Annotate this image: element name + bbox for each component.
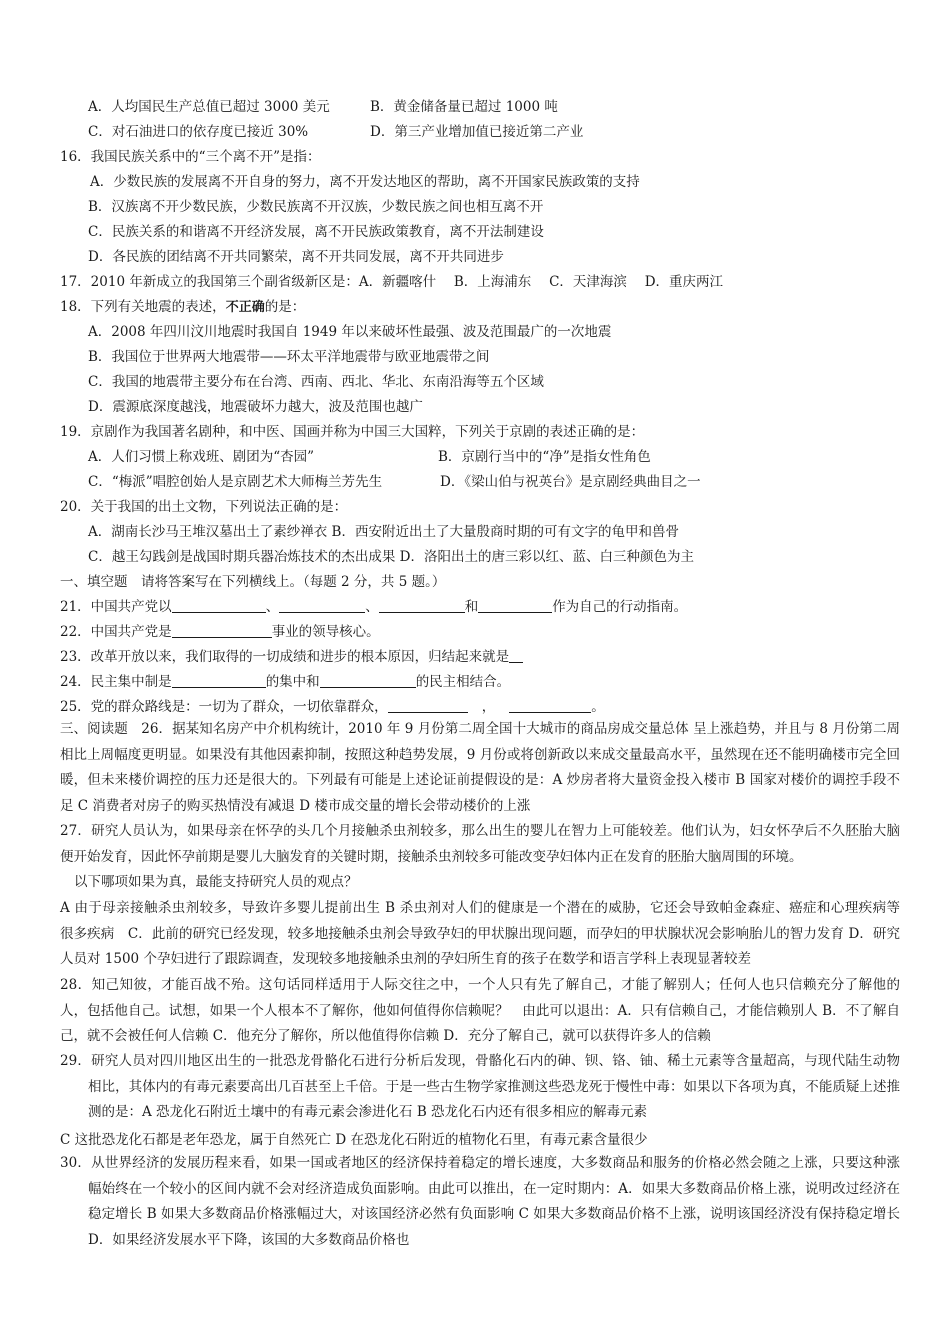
q15-option-b: B．黄金储备量已超过 1000 吨 [370,99,558,115]
q19-option-b: B．京剧行当中的“净”是指女性角色 [438,449,651,465]
q19-option-a: A．人们习惯上称戏班、剧团为“杏园” [88,449,315,465]
q16-option-a: A．少数民族的发展离不开自身的努力，离不开发达地区的帮助，离不开国家民族政策的支持 [90,174,640,190]
q24-text-mid: 的集中和 [265,674,320,690]
q16-stem: 16．我国民族关系中的“三个离不开”是指： [60,149,321,165]
q29-options-cont: C 这批恐龙化石都是老年恐龙，属于自然死亡 D 在恐龙化石附近的植物化石里，有毒元素含量很少 [60,1132,648,1148]
q21-blank-4[interactable] [478,598,552,613]
q23-blank[interactable] [509,648,523,663]
q21-text-end: 作为自己的行动指南。 [552,599,688,615]
q27-paragraph: 27．研究人员认为，如果母亲在怀孕的头几个月接触杀虫剂较多，那么出生的婴儿在智力上可能较差。他们认为，妇女怀孕后不久胚胎大脑便开始发育，因此怀孕前期是婴儿大脑发育的关键时期，接触杀虫剂较多可能改变孕妇体内正在发育的胚胎大脑周围的环境。 [60,823,900,865]
q22-text: 22．中国共产党是 [60,624,172,640]
q19-option-c: C．“梅派”唱腔创始人是京剧艺术大师梅兰芳先生 [88,474,383,490]
q24-blank-1[interactable] [172,673,266,688]
q18-stem-emphasis: 不正确 [225,300,265,315]
q21-and: 和 [464,599,479,615]
q24-text-end: 的民主相结合。 [415,674,511,690]
q25-text: 25．党的群众路线是：一切为了群众，一切依靠群众， [60,699,388,715]
q21-blank-3[interactable] [379,598,465,613]
q15-option-a: A．人均国民生产总值已超过 3000 美元 [88,99,330,115]
q17-stem: 17．2010 年新成立的我国第三个副省级新区是：A．新疆喀什 B．上海浦东 C．天津海滨 D．重庆两江 [60,274,724,290]
q28-paragraph: 28．知己知彼，才能百战不殆。这句话同样适用于人际交往之中，一个人只有先了解自己，才能了解别人；任何人也只信赖充分了解他的人，包括他自己。试想，如果一个人根本不了解你，他如何值得你信赖呢？ 由此可以退出：A．只有信赖自己，才能信赖别人 B．不了解自己，就不会被任何人信赖 C．他充分了解你，所以他值得你信赖 D．充分了解自己，就可以获得许多人的信赖 [60,977,900,1045]
q24 [60,673,510,691]
q26-paragraph: 三、阅读题 26．据某知名房产中介机构统计，2010 年 9 月份第二周全国十大城市的商品房成交量总体 呈上涨趋势，并且与 8 月份第二周相比上周幅度更明显。如果没有其他因素抑制，按照这种趋势发展，9 月份或将创新政以来成交量最高水平，虽然现在还不能明确楼市完全回暖，但未来楼价调控的压力还是很大的。下列最有可能是上述论证前提假设的是：A 炒房者将大量资金投入楼市 B 国家对楼价的调控手段不足 C 消费者对房子的购买热情没有减退 D 楼市成交量的增长会带动楼价的上涨 [60,721,900,814]
q19-stem: 19．京剧作为我国著名剧种，和中医、国画并称为中国三大国粹，下列关于京剧的表述正确的是： [60,424,645,440]
q25-text-end: 。 [591,699,605,715]
q18-option-b: B．我国位于世界两大地震带——环太平洋地震带与欧亚地震带之间 [88,349,490,365]
q18-stem-post: 的是： [264,299,306,315]
q24-text: 24．民主集中制是 [60,674,172,690]
q25-blank-1[interactable] [388,698,468,713]
q23-text: 23．改革开放以来，我们取得的一切成绩和进步的根本原因，归结起来就是 [60,649,510,665]
q18-option-c: C．我国的地震带主要分布在台湾、西南、西北、华北、东南沿海等五个区域 [88,374,544,390]
q18-option-a: A．2008 年四川汶川地震时我国自 1949 年以来破坏性最强、波及范围最广的一次地震 [88,324,612,340]
q22-blank[interactable] [172,623,272,638]
q16-option-b: B．汉族离不开少数民族，少数民族离不开汉族，少数民族之间也相互离不开 [88,199,544,215]
fill-section-header: 一、填空题 请将答案写在下列横线上。（每题 2 分，共 5 题。） [60,574,446,590]
q25-separator: ， [481,699,496,715]
q27-options: A 由于母亲接触杀虫剂较多，导致许多婴儿提前出生 B 杀虫剂对人们的健康是一个潜在的威胁，它还会导致帕金森症、癌症和心理疾病等 很多疾病 C．此前的研究已经发现，较多地接触杀虫剂会导致孕妇的甲状腺出现问题，而孕妇的甲状腺状况会影响胎儿的智力发育 D．研究人员对 1500 个孕妇进行了跟踪调查，发现较多地接触杀虫剂的孕妇所生育的孩子在数学和语言学科上表现显著较差 [60,900,914,968]
q29-paragraph: 29．研究人员对四川地区出生的一批恐龙骨骼化石进行分析后发现，骨骼化石内的砷、钡、铬、铀、稀土元素等含量超高，与现代陆生动物相比，其体内的有毒元素要高出几百甚至上千倍。于是一些古生物学家推测这些恐龙死于慢性中毒：如果以下各项为真，不能质疑上述推测的是：A 恐龙化石附近土壤中的有毒元素会渗进化石 B 恐龙化石内还有很多相应的解毒元素 [60,1053,900,1121]
q21-blank-1[interactable] [172,598,266,613]
q21-separator-1: 、 [265,599,280,615]
q21 [60,598,687,616]
q21-blank-2[interactable] [279,598,365,613]
q15-option-c: C．对石油进口的依存度已接近 30% [88,124,309,140]
q16-option-d: D．各民族的团结离不开共同繁荣，离不开共同发展，离不开共同进步 [88,249,504,265]
q27-question: 以下哪项如果为真，最能支持研究人员的观点？ [74,874,358,890]
q25 [60,698,605,716]
q23 [60,648,523,666]
q18-stem [60,298,305,317]
q24-blank-2[interactable] [320,673,416,688]
q22 [60,623,380,641]
q25-blank-2[interactable] [509,698,591,713]
q18-stem-pre: 18．下列有关地震的表述， [60,299,226,315]
q20-stem: 20．关于我国的出土文物，下列说法正确的是： [60,499,348,515]
q19-option-d: D．《梁山伯与祝英台》是京剧经典曲目之一 [440,474,701,490]
q21-separator-2: 、 [365,599,379,615]
q16-option-c: C．民族关系的和谐离不开经济发展，离不开民族政策教育，离不开法制建设 [88,224,544,240]
q20-options-line2: C．越王勾践剑是战国时期兵器冶炼技术的杰出成果 D．洛阳出土的唐三彩以红、蓝、白三种颜色为主 [88,549,694,565]
q21-text: 21．中国共产党以 [60,599,172,615]
q18-option-d: D．震源底深度越浅，地震破坏力越大，波及范围也越广 [88,399,423,415]
q15-option-d: D．第三产业增加值已接近第二产业 [370,124,584,140]
q22-text-end: 事业的领导核心。 [271,624,380,640]
q20-options-line1: A．湖南长沙马王堆汉墓出土了素纱禅衣 B．西安附近出土了大量殷商时期的可有文字的龟甲和兽骨 [88,524,679,540]
q30-paragraph: 30．从世界经济的发展历程来看，如果一国或者地区的经济保持着稳定的增长速度，大多数商品和服务的价格必然会随之上涨，只要这种涨幅始终在一个较小的区间内就不会对经济造成负面影响。由此可以推出，在一定时期内：A．如果大多数商品价格上涨，说明改过经济在稳定增长 B 如果大多数商品价格涨幅过大，对该国经济必然有负面影响 C 如果大多数商品价格不上涨，说明该国经济没有保持稳定增长 D．如果经济发展水平下降，该国的大多数商品价格也 [60,1155,900,1248]
